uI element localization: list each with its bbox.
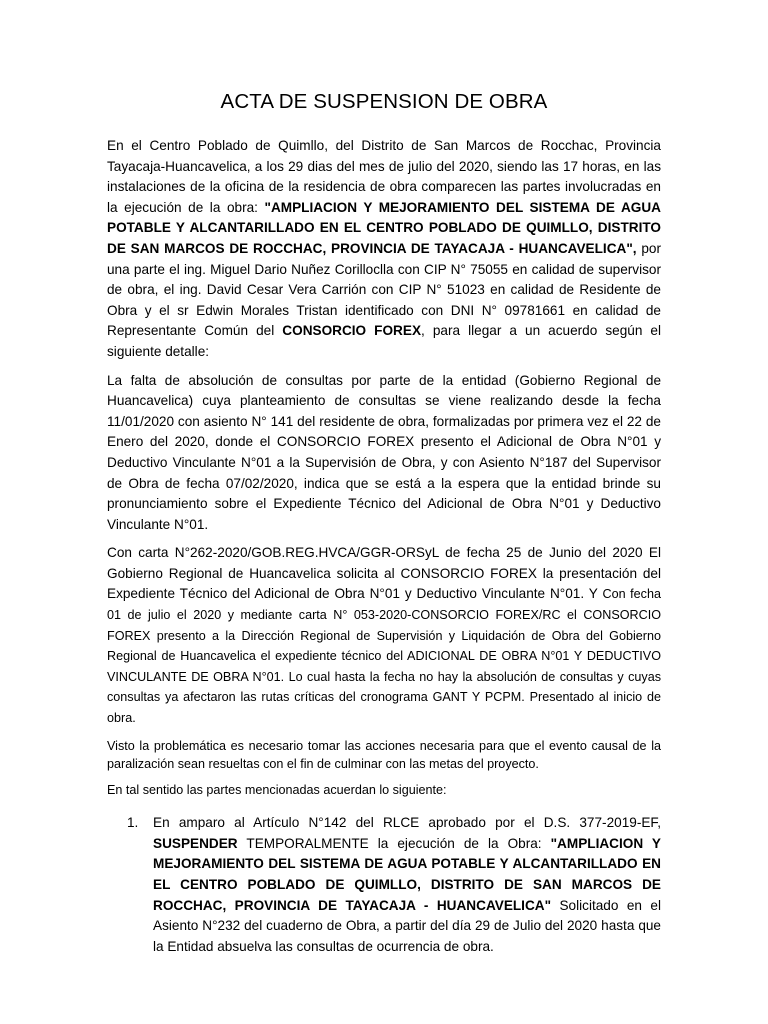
project-name-bold: "AMPLIACION Y MEJORAMIENTO DEL SISTEMA DE AGUA POTABLE Y ALCANTARILLADO EN EL CENTRO POBLADO DE QUIMLLO, DISTRITO DE SAN MARCOS DE ROCCHAC, PROVINCIA DE TAYACAJA - HUANCAVELICA", — [107, 199, 661, 256]
item-text-3: Solicitado en el Asiento N°232 del cuaderno de Obra, a partir del día 29 de Julio del 2020 hasta que la Entidad absuelva las consultas de ocurrencia de obra. — [153, 897, 661, 954]
list-item — [107, 813, 661, 957]
list-item-number: 1. — [127, 815, 139, 831]
item-project-name-bold: "AMPLIACION Y MEJORAMIENTO DEL SISTEMA DE AGUA POTABLE Y ALCANTARILLADO EN EL CENTRO POBLADO DE QUIMLLO, DISTRITO DE SAN MARCOS DE ROCCHAC, PROVINCIA DE TAYACAJA - HUANCAVELICA" — [153, 835, 661, 913]
letter-text-2: Con fecha 01 de julio el 2020 y mediante carta N° 053-2020-CONSORCIO FOREX/RC el CONSORCIO FOREX presento a la Dirección Regional de Supervisión y Liquidación de Obra del Gobierno Regional de Huancavelica el expediente técnico del ADICIONAL DE OBRA N°01 Y DEDUCTIVO VINCULANTE DE OBRA N°01. Lo cual hasta la fecha no hay la absolución de consultas y cuyas consultas ya afectaron las rutas críticas del cronograma GANT Y PCPM. Presentado al inicio de obra. — [107, 587, 661, 726]
item-text-2: TEMPORALMENTE la ejecución de la Obra: — [237, 835, 551, 851]
item-text-1: En amparo al Artículo N°142 del RLCE aprobado por el D.S. 377-2019-EF, — [153, 815, 661, 831]
document-title: ACTA DE SUSPENSION DE OBRA — [220, 90, 548, 113]
intro-paragraph — [107, 136, 661, 363]
suspender-bold: SUSPENDER — [153, 835, 238, 851]
letter-paragraph — [107, 543, 661, 728]
intro-text-3: , para llegar a un acuerdo según el siguiente detalle: — [107, 323, 662, 359]
consorcio-name-bold: CONSORCIO FOREX — [282, 323, 422, 339]
letter-text-1: Con carta N°262-2020/GOB.REG.HVCA/GGR-ORSyL de fecha 25 de Junio del 2020 El Gobierno Regional de Huancavelica solicita al CONSORCIO FOREX la presentación del Expediente Técnico del Adicional de Obra N°01 y Deductivo Vinculante N°01. Y — [107, 545, 661, 602]
intro-text-1: En el Centro Poblado de Quimllo, del Distrito de San Marcos de Rocchac, Provincia Tayacaja-Huancavelica, a los 29 dias del mes de julio del 2020, siendo las 17 horas, en las instalaciones de la oficina de la residencia de obra comparecen las partes involucradas en la ejecución de la obra: — [107, 138, 661, 215]
agreement-list — [107, 813, 661, 957]
document-page — [107, 90, 661, 957]
agreement-intro: En tal sentido las partes mencionadas acuerdan lo siguiente: — [107, 783, 447, 798]
background-paragraph: La falta de absolución de consultas por parte de la entidad (Gobierno Regional de Huancavelica) cuya planteamiento de consultas se viene realizando desde la fecha 11/01/2020 con asiento N° 141 del residente de obra, formalizadas por primera vez el 22 de Enero del 2020, donde el CONSORCIO FOREX presento el Adicional de Obra N°01 y Deductivo Vinculante N°01 a la Supervisión de Obra, y con Asiento N°187 del Supervisor de Obra de fecha 07/02/2020, indica que se está a la espera que la entidad brinde su pronunciamiento sobre el Expediente Técnico del Adicional de Obra N°01 y Deductivo Vinculante N°01. — [107, 372, 661, 532]
intro-text-2: por una parte el ing. Miguel Dario Nuñez Corilloclla con CIP N° 75055 en calidad de supervisor de obra, el ing. David Cesar Vera Carrión con CIP N° 51023 en calidad de Residente de Obra y el sr Edwin Morales Tristan identificado con DNI N° 09781661 en calidad de Representante Común del — [107, 240, 661, 339]
problem-paragraph: Visto la problemática es necesario tomar las acciones necesaria para que el evento causal de la paralización sean resueltas con el fin de culminar con las metas del proyecto. — [107, 738, 661, 771]
